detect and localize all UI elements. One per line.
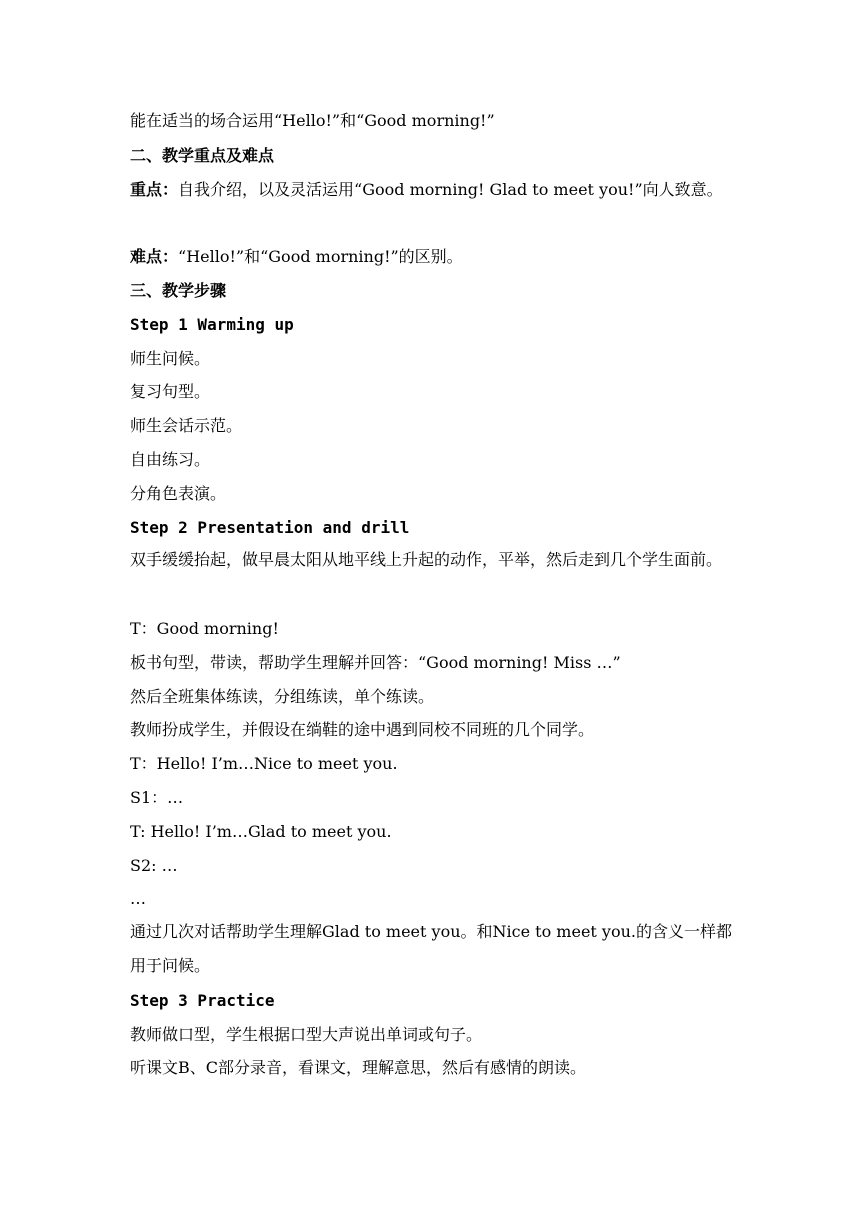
key-point-text: 自我介绍，以及灵活运用“Good morning! Glad to meet you!”向人致意。 xyxy=(178,180,723,199)
step2-line-teacher-greeting: T：Good morning! xyxy=(130,619,279,638)
step2-ellipsis: … xyxy=(130,889,146,908)
step2-dialogue-s2: S2: … xyxy=(130,856,178,875)
step2-dialogue-t: T：Hello! I’m…Nice to meet you. xyxy=(130,754,398,773)
step1-item: 复习句型。 xyxy=(130,382,211,401)
step1-title: Step 1 Warming up xyxy=(130,315,294,334)
step3-title: Step 3 Practice xyxy=(130,991,275,1010)
step2-paragraph-gesture: 双手缓缓抬起，做早晨太阳从地平线上升起的动作，平举，然后走到几个学生面前。 xyxy=(130,550,723,569)
key-point-paragraph xyxy=(130,173,732,207)
step1-item: 师生会话示范。 xyxy=(130,416,243,435)
difficulty-label: 难点： xyxy=(130,247,179,266)
key-point-label: 重点： xyxy=(130,180,179,199)
step2-line-board: 板书句型，带读，帮助学生理解并回答：“Good morning! Miss …” xyxy=(130,653,621,672)
step2-line-teacher-roleplay: 教师扮成学生，并假设在绱鞋的途中遇到同校不同班的几个同学。 xyxy=(130,720,595,739)
step3-line: 听课文B、C部分录音，看课文，理解意思，然后有感情的朗读。 xyxy=(130,1058,587,1077)
objective-line: 能在适当的场合运用“Hello!”和“Good morning!” xyxy=(130,111,495,130)
step2-dialogue-t: T: Hello! I’m…Glad to meet you. xyxy=(130,822,392,841)
difficulty-paragraph xyxy=(130,247,732,267)
step3-line: 教师做口型，学生根据口型大声说出单词或句子。 xyxy=(130,1025,483,1044)
step2-line-class-practice: 然后全班集体练读，分组练读，单个练读。 xyxy=(130,687,435,706)
step2-dialogue-s1: S1：… xyxy=(130,788,184,807)
section-heading-steps: 三、教学步骤 xyxy=(130,281,227,300)
step1-item: 分角色表演。 xyxy=(130,484,227,503)
step2-title: Step 2 Presentation and drill xyxy=(130,518,410,537)
section-heading-key-points: 二、教学重点及难点 xyxy=(130,146,275,165)
difficulty-text: “Hello!”和“Good morning!”的区别。 xyxy=(178,247,463,266)
step2-paragraph-meaning: 通过几次对话帮助学生理解Glad to meet you。和Nice to meet you.的含义一样都用于问候。 xyxy=(130,922,732,975)
step1-item: 自由练习。 xyxy=(130,450,211,469)
step1-item: 师生问候。 xyxy=(130,349,211,368)
